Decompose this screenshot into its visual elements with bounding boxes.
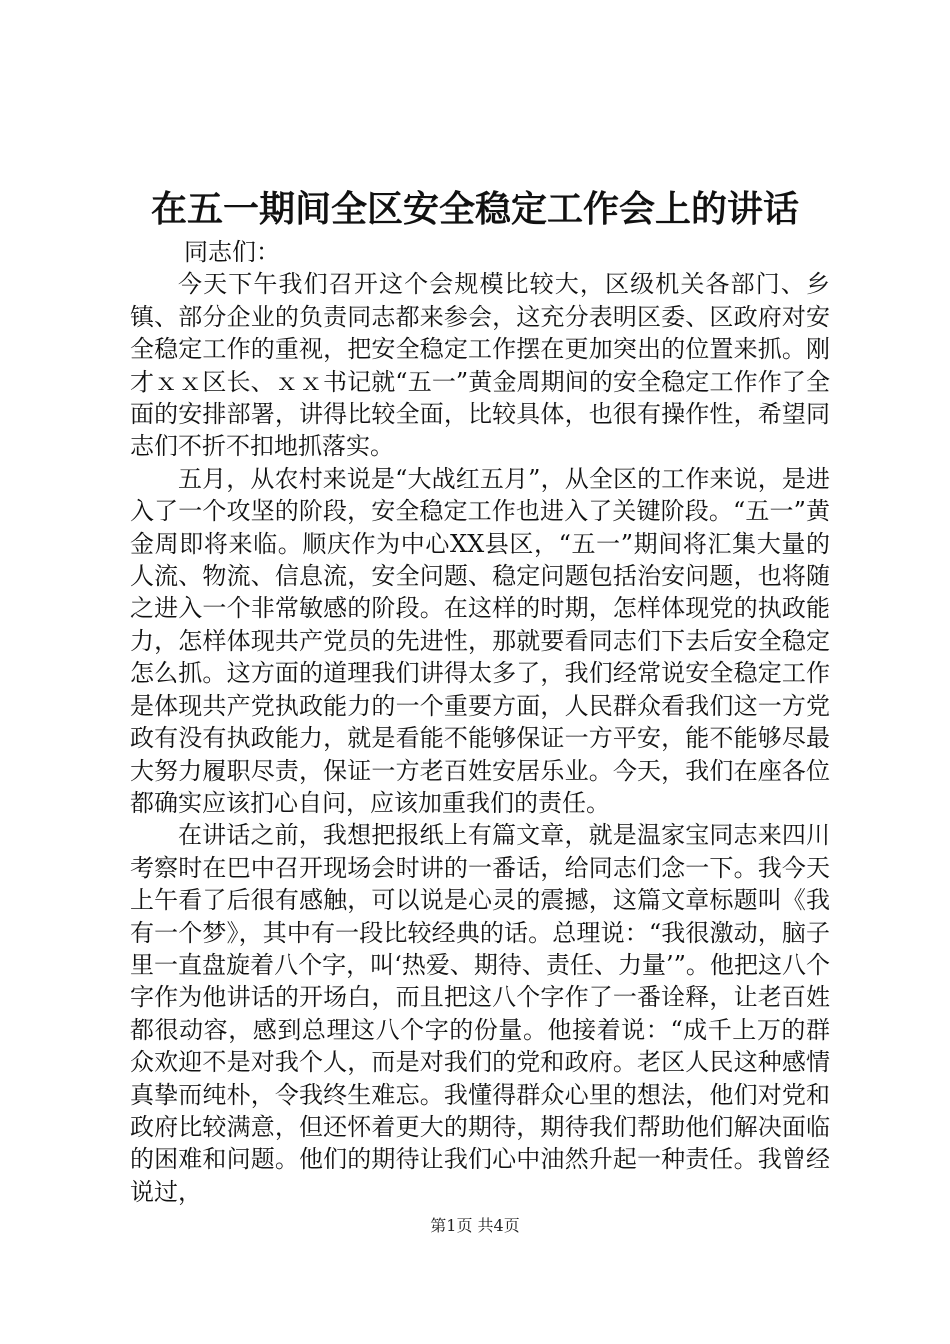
document-body bbox=[130, 236, 830, 1208]
greeting: 同志们： bbox=[184, 238, 280, 266]
document-title: 在五一期间全区安全稳定工作会上的讲话 bbox=[150, 188, 799, 230]
paragraph-2: 五月，从农村来说是“大战红五月”，从全区的工作来说，是进入了一个攻坚的阶段，安全稳定工作也进入了关键阶段。“五一”黄金周即将来临。顺庆作为中心XX县区，“五一”期间将汇集大量的人流、物流、信息流，安全问题、稳定问题包括治安问题，也将随之进入一个非常敏感的阶段。在这样的时期，怎样体现党的执政能力，怎样体现共产党员的先进性，那就要看同志们下去后安全稳定怎么抓。这方面的道理我们讲得太多了，我们经常说安全稳定工作是体现共产党执政能力的一个重要方面，人民群众看我们这一方党政有没有执政能力，就是看能不能够保证一方平安，能不能够尽最大努力履职尽责，保证一方老百姓安居乐业。今天，我们在座各位都确实应该扪心自问，应该加重我们的责任。 bbox=[130, 464, 830, 817]
paragraph-3: 在讲话之前，我想把报纸上有篇文章，就是温家宝同志来四川考察时在巴中召开现场会时讲的一番话，给同志们念一下。我今天上午看了后很有感触，可以说是心灵的震撼，这篇文章标题叫《我有一个梦》，其中有一段比较经典的话。总理说：“我很激动，脑子里一直盘旋着八个字，叫‘热爱、期待、责任、力量’”。他把这八个字作为他讲话的开场白，而且把这八个字作了一番诠释，让老百姓都很动容，感到总理这八个字的份量。他接着说：“成千上万的群众欢迎不是对我个人，而是对我们的党和政府。老区人民这种感情真挚而纯朴，令我终生难忘。我懂得群众心里的想法，他们对党和政府比较满意，但还怀着更大的期待，期待我们帮助他们解决面临的困难和问题。他们的期待让我们心中油然升起一种责任。我曾经说过， bbox=[130, 821, 830, 1206]
paragraph-1: 今天下午我们召开这个会规模比较大，区级机关各部门、乡镇、部分企业的负责同志都来参会，这充分表明区委、区政府对安全稳定工作的重视，把安全稳定工作摆在更加突出的位置来抓。刚才ｘｘ区长、ｘｘ书记就“五一”黄金周期间的安全稳定工作作了全面的安排部署，讲得比较全面，比较具体，也很有操作性，希望同志们不折不扣地抓落实。 bbox=[130, 270, 830, 461]
page-footer: 第1页 共4页 bbox=[430, 1216, 520, 1235]
